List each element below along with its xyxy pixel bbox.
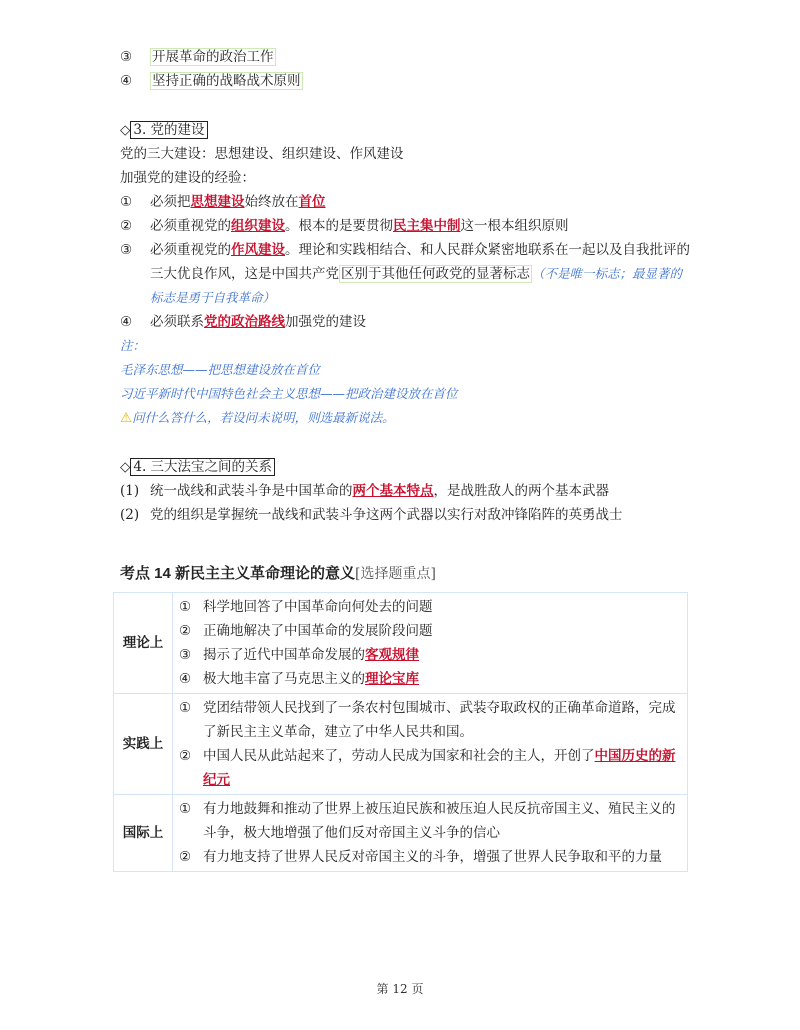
item-text [203, 619, 433, 643]
text-segment: ，是战胜敌人的两个基本武器 [433, 483, 609, 499]
table-row [114, 795, 688, 872]
key-term: 中国历史的新纪元 [203, 748, 676, 788]
row-content [173, 593, 688, 694]
text-segment: 区别于其他任何政党的显著标志 [341, 266, 530, 282]
text-line [120, 406, 395, 430]
list-item [179, 619, 681, 643]
list-marker: ② [179, 623, 192, 639]
list-item [179, 797, 681, 845]
text-segment: ◇ [120, 459, 131, 475]
text-segment: 必须重视党的 [150, 218, 231, 234]
key-term: 民主集中制 [393, 218, 461, 234]
list-marker: (1) [120, 483, 140, 499]
text-segment: 三大优良作风，这是中国共产党 [150, 266, 339, 282]
text-segment: 。理论和实践相结合、和人民群众紧密地联系在一起以及自我批评的 [285, 242, 690, 258]
row-label: 实践上 [114, 694, 173, 795]
text-segment: 必须把 [150, 194, 191, 210]
list-marker: (2) [120, 507, 140, 523]
row-label: 国际上 [114, 795, 173, 872]
text-line [120, 382, 458, 406]
text-line [120, 190, 326, 214]
text-line [120, 455, 275, 479]
text-segment: ◇ [120, 122, 131, 138]
list-marker: ① [179, 801, 192, 817]
table-row [114, 694, 688, 795]
list-item [179, 667, 681, 691]
text-segment: 标志是勇于自我革命） [150, 290, 276, 305]
item-text [203, 643, 419, 667]
item-text [203, 595, 433, 619]
text-segment: 坚持正确的战略战术原则 [152, 73, 301, 89]
text-line [120, 358, 320, 382]
key-term: 首位 [298, 194, 326, 210]
text-segment: 。根本的是要贯彻 [285, 218, 393, 234]
key-term: 理论宝库 [365, 671, 419, 687]
row-content [173, 694, 688, 795]
significance-table [113, 592, 688, 872]
text-line [120, 118, 208, 142]
key-term: 思想建设 [190, 194, 245, 210]
list-marker: ② [179, 849, 192, 865]
text-segment: 必须联系 [150, 314, 204, 330]
row-content [173, 795, 688, 872]
text-segment: 正确地解决了中国革命的发展阶段问题 [203, 623, 433, 639]
text-segment: 习近平新时代中国特色社会主义思想——把政治建设放在首位 [120, 386, 458, 401]
heading-box: 4. 三大法宝之间的关系 [130, 458, 275, 476]
text-line [120, 479, 609, 503]
key-term: 客观规律 [365, 647, 419, 663]
key-term: 两个基本特点 [352, 483, 434, 499]
list-marker: ③ [120, 242, 133, 258]
section-title-text: 考点 14 新民主主义革命理论的意义 [120, 565, 356, 582]
text-line [120, 310, 366, 334]
item-text [203, 845, 662, 869]
text-segment: 揭示了近代中国革命发展的 [203, 647, 365, 663]
list-marker: ① [179, 700, 192, 716]
list-marker: ① [120, 194, 133, 210]
text-line [120, 238, 690, 262]
text-line [120, 69, 303, 93]
text-segment: 毛泽东思想——把思想建设放在首位 [120, 362, 321, 377]
text-segment: （不是唯一标志；最显著的 [532, 266, 683, 281]
list-item [179, 744, 681, 792]
text-segment: 科学地回答了中国革命向何处去的问题 [203, 599, 433, 615]
text-segment: 注： [120, 338, 146, 353]
text-line [120, 142, 404, 166]
list-marker: ④ [120, 73, 133, 89]
text-segment: 有力地支持了世界人民反对帝国主义的斗争，增强了世界人民争取和平的力量 [203, 849, 662, 865]
heading-box: 3. 党的建设 [130, 121, 207, 139]
item-text [203, 744, 681, 792]
list-marker: ① [179, 599, 192, 615]
key-term: 作风建设 [231, 242, 285, 258]
list-item [179, 845, 681, 869]
text-segment: 这一根本组织原则 [460, 218, 569, 234]
key-term: 组织建设 [231, 218, 285, 234]
section-title [120, 562, 436, 583]
row-label: 理论上 [114, 593, 173, 694]
warning-icon: ⚠ [120, 410, 133, 426]
text-segment: 党的三大建设：思想建设、组织建设、作风建设 [120, 146, 404, 162]
page-number: 第 12 页 [376, 982, 424, 996]
text-segment: 问什么答什么，若设问未说明，则选最新说法。 [132, 410, 395, 425]
text-segment: 极大地丰富了马克思主义的 [203, 671, 365, 687]
text-segment: 加强党的建设 [285, 314, 366, 330]
text-line [120, 503, 623, 527]
key-term: 党的政治路线 [204, 314, 285, 330]
list-marker: ③ [179, 647, 192, 663]
text-line [150, 262, 682, 286]
text-line [120, 214, 569, 238]
text-segment: 有力地鼓舞和推动了世界上被压迫民族和被压迫人民反抗帝国主义、殖民主义的斗争，极大地增强了他们反对帝国主义斗争的信心 [203, 801, 676, 841]
text-line [120, 334, 145, 358]
text-segment: 必须重视党的 [150, 242, 231, 258]
table-row [114, 593, 688, 694]
item-text [203, 797, 681, 845]
section-tag: [选择题重点] [355, 566, 436, 582]
text-segment: 党团结带领人民找到了一条农村包围城市、武装夺取政权的正确革命道路，完成了新民主主义革命，建立了中华人民共和国。 [203, 700, 676, 740]
list-marker: ③ [120, 49, 133, 65]
list-marker: ② [120, 218, 133, 234]
list-marker: ② [179, 748, 192, 764]
list-marker: ④ [179, 671, 192, 687]
item-text [203, 696, 681, 744]
item-text [203, 667, 419, 691]
list-item [179, 595, 681, 619]
text-segment: 统一战线和武装斗争是中国革命的 [150, 483, 353, 499]
list-item [179, 643, 681, 667]
list-item [179, 696, 681, 744]
text-line [120, 45, 276, 69]
text-line [120, 166, 255, 190]
text-segment: 党的组织是掌握统一战线和武装斗争这两个武器以实行对敌冲锋陷阵的英勇战士 [150, 507, 623, 523]
text-segment: 始终放在 [244, 194, 299, 210]
text-segment: 中国人民从此站起来了，劳动人民成为国家和社会的主人，开创了 [203, 748, 595, 764]
list-marker: ④ [120, 314, 133, 330]
text-segment: 加强党的建设的经验： [120, 170, 255, 186]
text-segment: 开展革命的政治工作 [152, 49, 274, 65]
text-line [150, 286, 275, 310]
